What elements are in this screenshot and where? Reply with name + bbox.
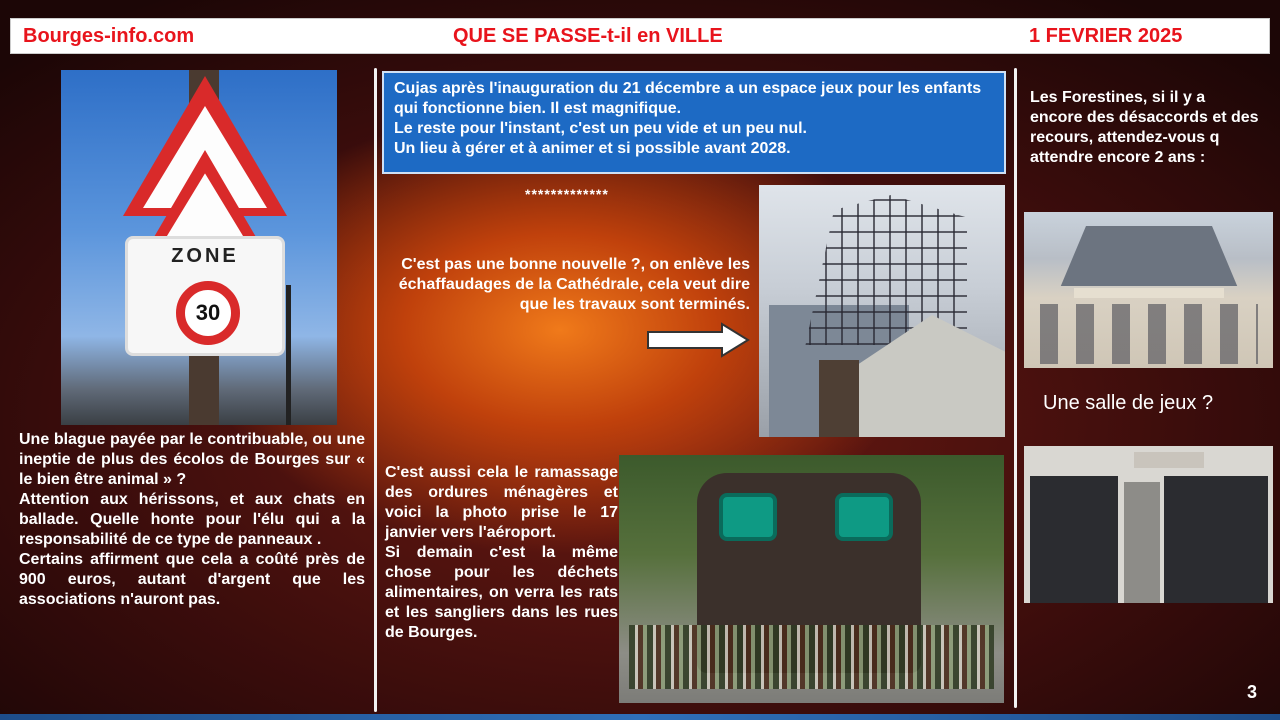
page-number: 3 <box>1247 682 1258 702</box>
maison-forestine-photo <box>1024 212 1273 368</box>
issue-date: 1 FEVRIER 2025 <box>1029 25 1183 47</box>
bottom-strip <box>0 714 1280 720</box>
column-divider-left <box>374 68 377 712</box>
cujas-line: Un lieu à gérer et à animer et si possible avant 2028. <box>394 140 791 157</box>
right-arrow-icon <box>646 322 752 358</box>
game-room-question: Une salle de jeux ? <box>1043 392 1214 414</box>
building-windows <box>1040 304 1258 364</box>
signs-paragraph: Une blague payée par le contribuable, ou une ineptie de plus des écolos de Bourges sur « le bien être animal » ? <box>19 431 365 488</box>
facade-lettering <box>1074 288 1224 298</box>
street-lamp <box>286 285 291 425</box>
cathedral-text: C'est pas une bonne nouvelle ?, on enlève les échaffaudages de la Cathédrale, cela veut dire que les travaux sont terminés. <box>398 256 750 313</box>
road-signs-photo <box>61 70 337 425</box>
camaieu-storefront-photo <box>1024 446 1273 603</box>
cathedral-scaffolding-photo <box>759 185 1005 437</box>
bins-paragraph: Si demain c'est la même chose pour les déchets alimentaires, on verra les rats et les sangliers dans les rues de Bourges. <box>385 544 618 641</box>
site-name: Bourges-info.com <box>23 25 195 47</box>
store-shutter <box>1124 482 1160 603</box>
speed-limit-number: 30 <box>195 300 221 325</box>
dumped-bottles <box>629 625 994 689</box>
recycling-bin-photo <box>619 455 1004 703</box>
separator-stars: ************* <box>525 186 609 202</box>
signs-paragraph: Certains affirment que cela a coûté près de 900 euros, autant d'argent que les associations n'auront pas. <box>19 551 365 608</box>
bin-opening-left <box>719 493 777 541</box>
column-divider-right <box>1014 68 1017 708</box>
chimney <box>819 360 859 437</box>
zone-sign-word: ZONE <box>171 245 239 267</box>
building-roof <box>1044 226 1254 286</box>
bins-commentary <box>385 463 618 643</box>
store-sign <box>1134 452 1204 468</box>
page-title: QUE SE PASSE-t-il en VILLE <box>453 25 723 47</box>
header-bar <box>10 18 1270 54</box>
zone-30-sign <box>125 236 285 356</box>
cujas-info-box <box>382 71 1006 174</box>
cujas-line: Cujas après l'inauguration du 21 décembre a un espace jeux pour les enfants qui fonctionne bien. Il est magnifique. <box>394 80 982 117</box>
store-window <box>1164 476 1268 603</box>
bins-paragraph: C'est aussi cela le ramassage des ordures ménagères et voici la photo prise le 17 janvier vers l'aéroport. <box>385 464 618 541</box>
speed-limit-circle <box>176 281 240 345</box>
cujas-line: Le reste pour l'instant, c'est un peu vide et un peu nul. <box>394 120 807 137</box>
store-window <box>1030 476 1118 603</box>
signs-commentary <box>19 430 365 610</box>
bin-opening-right <box>835 493 893 541</box>
signs-paragraph: Attention aux hérissons, et aux chats en ballade. Quelle honte pour l'élu qui a la responsabilité de ce type de panneaux . <box>19 491 365 548</box>
forestines-text: Les Forestines, si il y a encore des désaccords et des recours, attendez-vous q attendre encore 2 ans : <box>1030 89 1259 166</box>
